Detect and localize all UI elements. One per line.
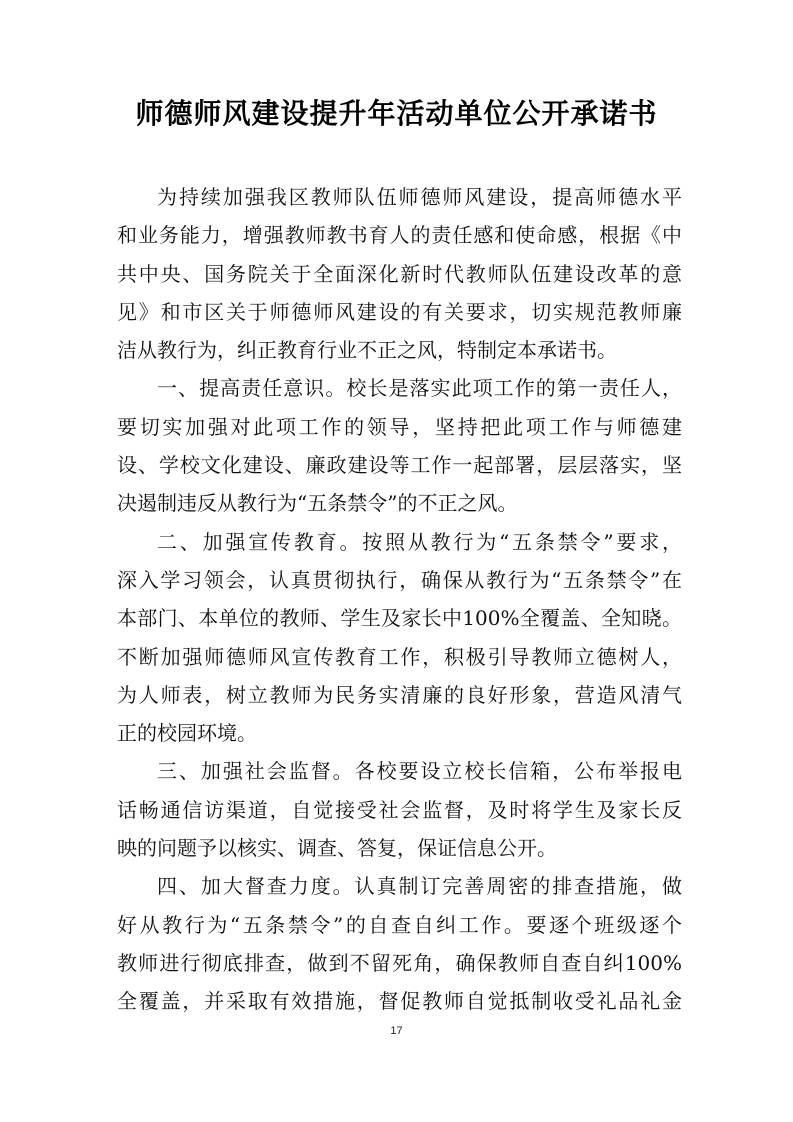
- paragraph-line: 话畅通信访渠道，自觉接受社会监督，及时将学生及家长反: [117, 797, 682, 822]
- paragraph-first-line: 三、加强社会监督。各校要设立校长信箱，公布举报电: [157, 759, 682, 784]
- paragraph-first-line: 为持续加强我区教师队伍师德师风建设，提高师德水平: [157, 185, 682, 209]
- paragraph-first-line: 四、加大督查力度。认真制订完善周密的排查措施，做: [157, 874, 682, 899]
- paragraph-first-line: 一、提高责任意识。校长是落实此项工作的第一责任人，: [157, 376, 682, 401]
- paragraph-line: 教师进行彻底排查，做到不留死角，确保教师自查自纠100%: [117, 950, 682, 975]
- paragraph-line: 设、学校文化建设、廉政建设等工作一起部署，层层落实，坚: [117, 453, 682, 478]
- paragraph-line: 全覆盖，并采取有效措施，督促教师自觉抵制收受礼品礼金: [117, 989, 682, 1014]
- paragraph-line: 映的问题予以核实、调查、答复，保证信息公开。: [117, 836, 557, 861]
- paragraph-line: 为人师表，树立教师为民务实清廉的良好形象，营造风清气: [117, 682, 682, 707]
- document-title: 师德师风建设提升年活动单位公开承诺书: [135, 97, 658, 130]
- page-number: 17: [390, 1025, 403, 1037]
- paragraph-line: 正的校园环境。: [117, 721, 257, 746]
- paragraph-line: 好从教行为“五条禁令”的自查自纠工作。要逐个班级逐个: [117, 912, 682, 937]
- paragraph-line: 共中央、国务院关于全面深化新时代教师队伍建设改革的意: [117, 261, 682, 286]
- paragraph-line: 和业务能力，增强教师教书育人的责任感和使命感，根据《中: [117, 223, 682, 248]
- paragraph-line: 要切实加强对此项工作的领导，坚持把此项工作与师德建: [117, 414, 682, 439]
- paragraph-line: 本部门、本单位的教师、学生及家长中100%全覆盖、全知晓。: [117, 606, 682, 631]
- document-body: [117, 178, 682, 1021]
- paragraph-line: 洁从教行为，纠正教育行业不正之风，特制定本承诺书。: [117, 338, 617, 363]
- paragraph-first-line: 二、加强宣传教育。按照从教行为“五条禁令”要求，: [157, 529, 682, 554]
- paragraph-line: 深入学习领会，认真贯彻执行，确保从教行为“五条禁令”在: [117, 567, 682, 592]
- paragraph-line: 决遏制违反从教行为“五条禁令”的不正之风。: [117, 491, 518, 516]
- paragraph-line: 不断加强师德师风宣传教育工作，积极引导教师立德树人，: [117, 644, 682, 669]
- paragraph-line: 见》和市区关于师德师风建设的有关要求，切实规范教师廉: [117, 299, 682, 324]
